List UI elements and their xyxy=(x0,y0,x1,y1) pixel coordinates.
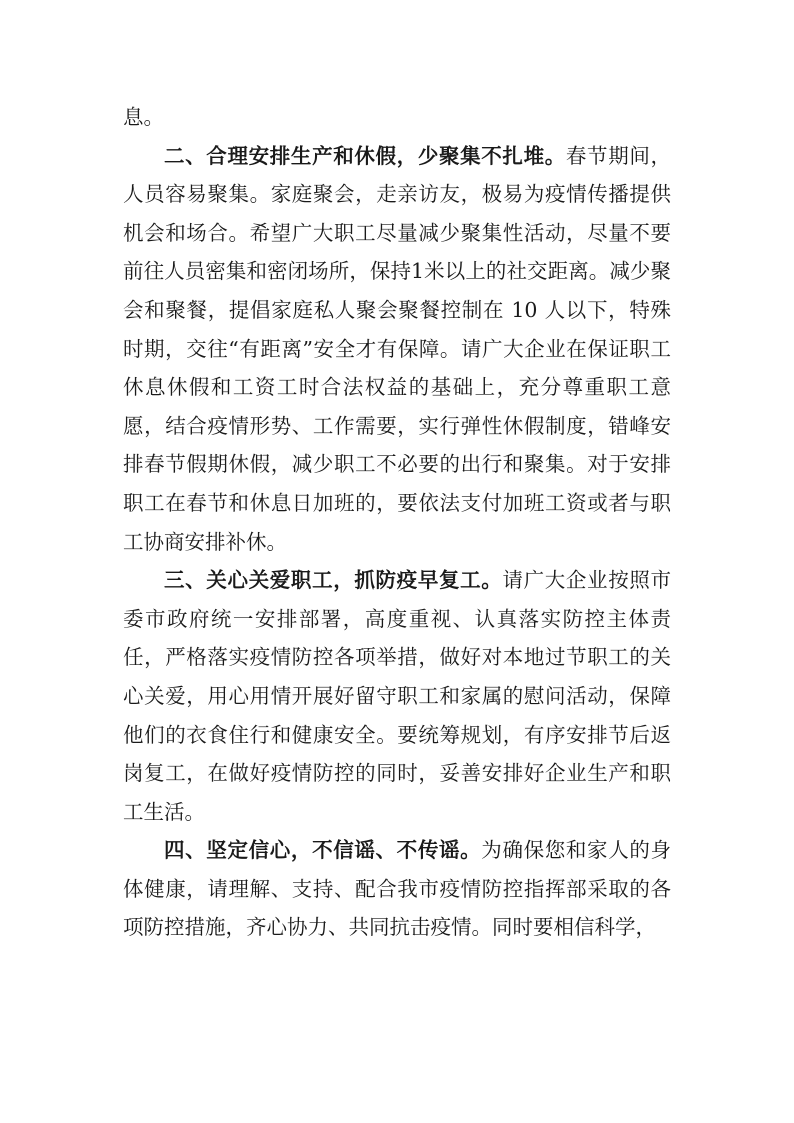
paragraph-continuation xyxy=(123,98,671,137)
document-page xyxy=(123,98,671,947)
paragraph-text: 为确保您和家人的身体健康，请理解、支持、配合我市疫情防控指挥部采取的各项防控措施，齐心协力、共同抗击疫情。同时要相信科学， xyxy=(123,838,672,940)
paragraph-section-4 xyxy=(123,831,671,947)
section-heading: 二、合理安排生产和休假，少聚集不扎堆。 xyxy=(164,143,566,168)
section-heading: 三、关心关爱职工，抓防疫早复工。 xyxy=(164,568,503,593)
section-heading: 四、坚定信心，不信谣、不传谣。 xyxy=(164,838,482,863)
paragraph-section-2 xyxy=(123,137,671,562)
paragraph-section-3 xyxy=(123,561,671,831)
paragraph-text: 息。 xyxy=(123,105,164,129)
paragraph-text: 春节期间，人员容易聚集。家庭聚会，走亲访友，极易为疫情传播提供机会和场合。希望广大职工尽量减少聚集性活动，尽量不要前往人员密集和密闭场所，保持1米以上的社交距离。减少聚会和聚餐，提倡家庭私人聚会聚餐控制在 10 人以下，特殊时期，交往“有距离”安全才有保障。请广大企业在保证职工休息休假和工资工时合法权益的基础上，充分尊重职工意愿，结合疫情形势、工作需要，实行弹性休假制度，错峰安排春节假期休假，减少职工不必要的出行和聚集。对于安排职工在春节和休息日加班的，要依法支付加班工资或者与职工协商安排补休。 xyxy=(123,143,671,554)
paragraph-text: 请广大企业按照市委市政府统一安排部署，高度重视、认真落实防控主体责任，严格落实疫情防控各项举措，做好对本地过节职工的关心关爱，用心用情开展好留守职工和家属的慰问活动，保障他们的衣食住行和健康安全。要统筹规划，有序安排节后返岗复工，在做好疫情防控的同时，妥善安排好企业生产和职工生活。 xyxy=(123,568,672,824)
